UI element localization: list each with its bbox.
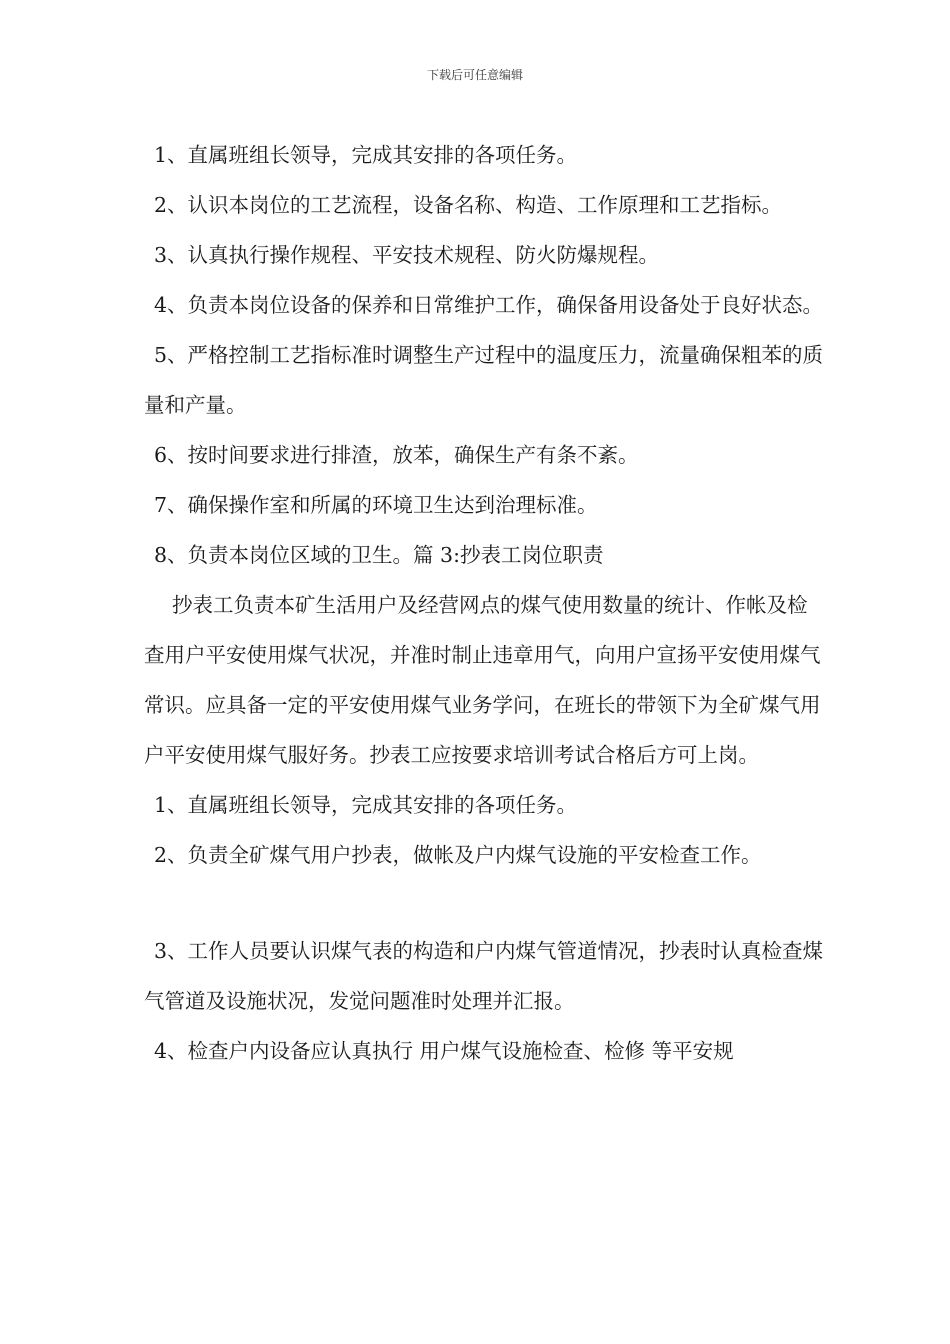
paragraph-duty-4: 4、检查户内设备应认真执行 用户煤气设施检查、检修 等平安规: [154, 1039, 734, 1063]
paragraph-duty-2: 2、负责全矿煤气用户抄表，做帐及户内煤气设施的平安检查工作。: [154, 843, 762, 867]
paragraph-item-7: 7、确保操作室和所属的环境卫生达到治理标准。: [154, 493, 598, 517]
page-header: 下载后可任意编辑: [426, 68, 523, 82]
paragraph-meter-reader-intro: 抄表工负责本矿生活用户及经营网点的煤气使用数量的统计、作帐及检查用户平安使用煤气状况，并准时制止违章用气，向用户宣扬平安使用煤气常识。应具备一定的平安使用煤气业务学问，在班长的带领下为全矿煤气用户平安使用煤气服好务。抄表工应按要求培训考试合格后方可上岗。: [144, 593, 821, 767]
paragraph-duty-3: 3、工作人员要认识煤气表的构造和户内煤气管道情况，抄表时认真检查煤气管道及设施状况，发觉问题准时处理并汇报。: [144, 939, 824, 1013]
paragraph-item-1: 1、直属班组长领导，完成其安排的各项任务。: [154, 143, 578, 167]
paragraph-item-3: 3、认真执行操作规程、平安技术规程、防火防爆规程。: [154, 243, 660, 267]
paragraph-item-8: 8、负责本岗位区域的卫生。篇 3:抄表工岗位职责: [154, 543, 604, 567]
paragraph-gap: [144, 880, 824, 926]
paragraph-item-4: 4、负责本岗位设备的保养和日常维护工作，确保备用设备处于良好状态。: [154, 293, 824, 317]
paragraph-item-5: 5、严格控制工艺指标准时调整生产过程中的温度压力，流量确保粗苯的质量和产量。: [144, 343, 824, 417]
document-body: [144, 130, 824, 1076]
paragraph-item-6: 6、按时间要求进行排渣，放苯，确保生产有条不紊。: [154, 443, 639, 467]
paragraph-item-2: 2、认识本岗位的工艺流程，设备名称、构造、工作原理和工艺指标。: [154, 193, 783, 217]
paragraph-duty-1: 1、直属班组长领导，完成其安排的各项任务。: [154, 793, 578, 817]
